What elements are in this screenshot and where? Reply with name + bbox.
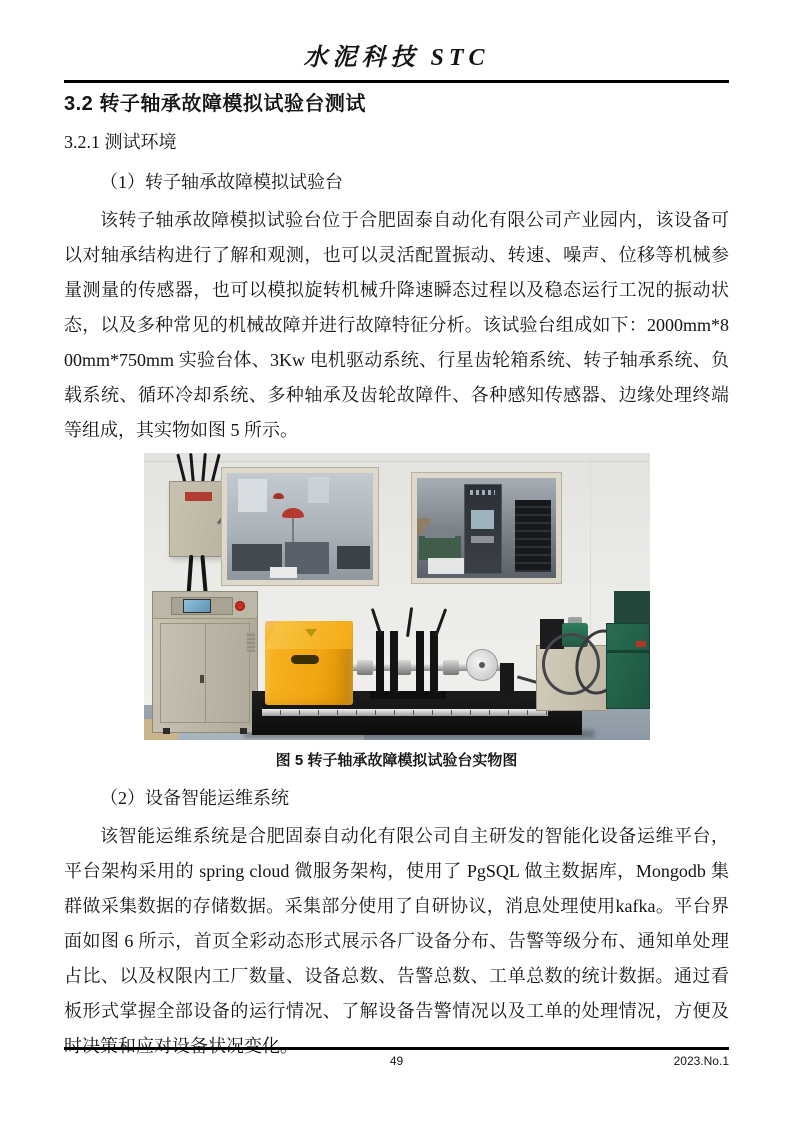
photo-wall-box-label <box>185 492 212 501</box>
photo-disc-hub <box>479 662 485 668</box>
paragraph-ops-system: 该智能运维系统是合肥固泰自动化有限公司自主研发的智能化设备运维平台，平台架构采用的 spring cloud 微服务架构，使用了 PgSQL 做主数据库，Mongodb 集群做采集数据的存储数据。采集部分使用了自研协议，消息处理使用kafka。平台界面如图 6 所示，首页全彩动态形式展示各厂设备分布、告警等级分布、通知单处理占比、以及权限内工厂数量、设备总数、告警总数、工单总数的统计数据。通过看板形式掌握全部设备的运行情况、了解设备告警情况以及工单的处理情况，方便及时决策和应对设备状况变化。 <box>64 826 729 1056</box>
figure-5 <box>64 453 729 770</box>
section-heading: 3.2 转子轴承故障模拟试验台测试 <box>64 93 366 115</box>
photo-cable <box>200 555 207 593</box>
photo-cover-handle <box>291 655 319 664</box>
photo-red-lamp <box>273 493 284 499</box>
photo-window-reflection <box>308 477 328 503</box>
photo-pedestal-base <box>370 691 446 699</box>
photo-toolbox-upper <box>614 591 650 625</box>
photo-shaft-coupling <box>357 660 373 675</box>
photo-workbench-silhouette <box>337 546 369 570</box>
photo-window-left <box>222 468 378 585</box>
photo-caster-wheel <box>163 728 170 734</box>
photo-rack-lights <box>470 490 495 494</box>
photo-keyhole <box>200 675 204 683</box>
issue-label: 2023.No.1 <box>673 1054 729 1068</box>
photo-bearing-pedestal <box>430 631 438 695</box>
photo-door-seam <box>205 624 206 722</box>
photo-rail-ticks <box>262 710 548 715</box>
photo-red-lamp <box>282 508 304 518</box>
photo-emergency-stop-button <box>235 601 245 611</box>
photo-window-reflection <box>238 479 267 511</box>
photo-papers <box>270 567 296 578</box>
photo-caster-wheel <box>240 728 247 734</box>
photo-warning-triangle <box>305 629 317 637</box>
photo-green-table <box>419 536 461 560</box>
photo-cabinet-doors <box>160 623 250 723</box>
item2-heading: （2）设备智能运维系统 <box>100 788 289 808</box>
photo-sensor-cable <box>406 607 413 637</box>
photo-black-shelf <box>515 500 551 572</box>
footer-rule <box>64 1047 729 1050</box>
page-number: 49 <box>389 1054 404 1068</box>
photo-green-toolbox <box>606 623 650 709</box>
photo-control-cabinet <box>152 591 258 733</box>
subsection-heading: 3.2.1 测试环境 <box>64 132 177 152</box>
photo-yellow-safety-cover <box>265 621 353 705</box>
photo-rack-screen <box>471 510 494 529</box>
photo-rack-panel <box>471 536 494 543</box>
photo-clutter <box>425 526 456 538</box>
footer-row <box>64 1054 729 1072</box>
photo-red-tool <box>636 641 646 647</box>
photo-touchscreen <box>183 599 211 613</box>
photo-load-pedestal <box>500 663 514 697</box>
photo-bearing-pedestal <box>416 631 424 695</box>
photo-cable <box>186 555 193 593</box>
photo-papers <box>428 558 464 574</box>
page-footer <box>64 1047 729 1072</box>
item1-heading: （1）转子轴承故障模拟试验台 <box>100 172 343 192</box>
figure-5-photo <box>144 453 650 740</box>
paragraph-test-bench: 该转子轴承故障模拟试验台位于合肥固泰自动化有限公司产业园内，该设备可以对轴承结构进行了解和观测，也可以灵活配置振动、转速、噪声、位移等机械参量测量的传感器，也可以模拟旋转机械升降速瞬态过程以及稳态运行工况的振动状态，以及多种常见的机械故障并进行故障特征分析。该试验台组成如下：2000mm*800mm*750mm 实验台体、3Kw 电机驱动系统、行星齿轮箱系统、转子轴承系统、负载系统、循环冷却系统、多种轴承及齿轮故障件、各种感知传感器、边缘处理终端等组成，其实物如图 5 所示。 <box>64 210 729 440</box>
figure-5-caption: 图 5 转子轴承故障模拟试验台实物图 <box>275 752 518 769</box>
journal-title: 水泥科技 STC <box>303 45 490 71</box>
photo-vent <box>247 632 255 652</box>
photo-server-rack <box>464 484 502 574</box>
photo-bearing-pedestal <box>376 631 384 695</box>
photo-bench-rail <box>262 709 548 716</box>
photo-sensor-cable <box>434 608 447 637</box>
photo-ceiling-line <box>144 461 650 462</box>
photo-toolbox-lid-seam <box>607 650 649 653</box>
photo-rotor-disc <box>466 649 498 681</box>
photo-bearing-pedestal <box>390 631 398 695</box>
header-rule <box>64 80 729 83</box>
photo-shaft-coupling <box>443 660 459 675</box>
photo-window-right <box>412 473 561 583</box>
